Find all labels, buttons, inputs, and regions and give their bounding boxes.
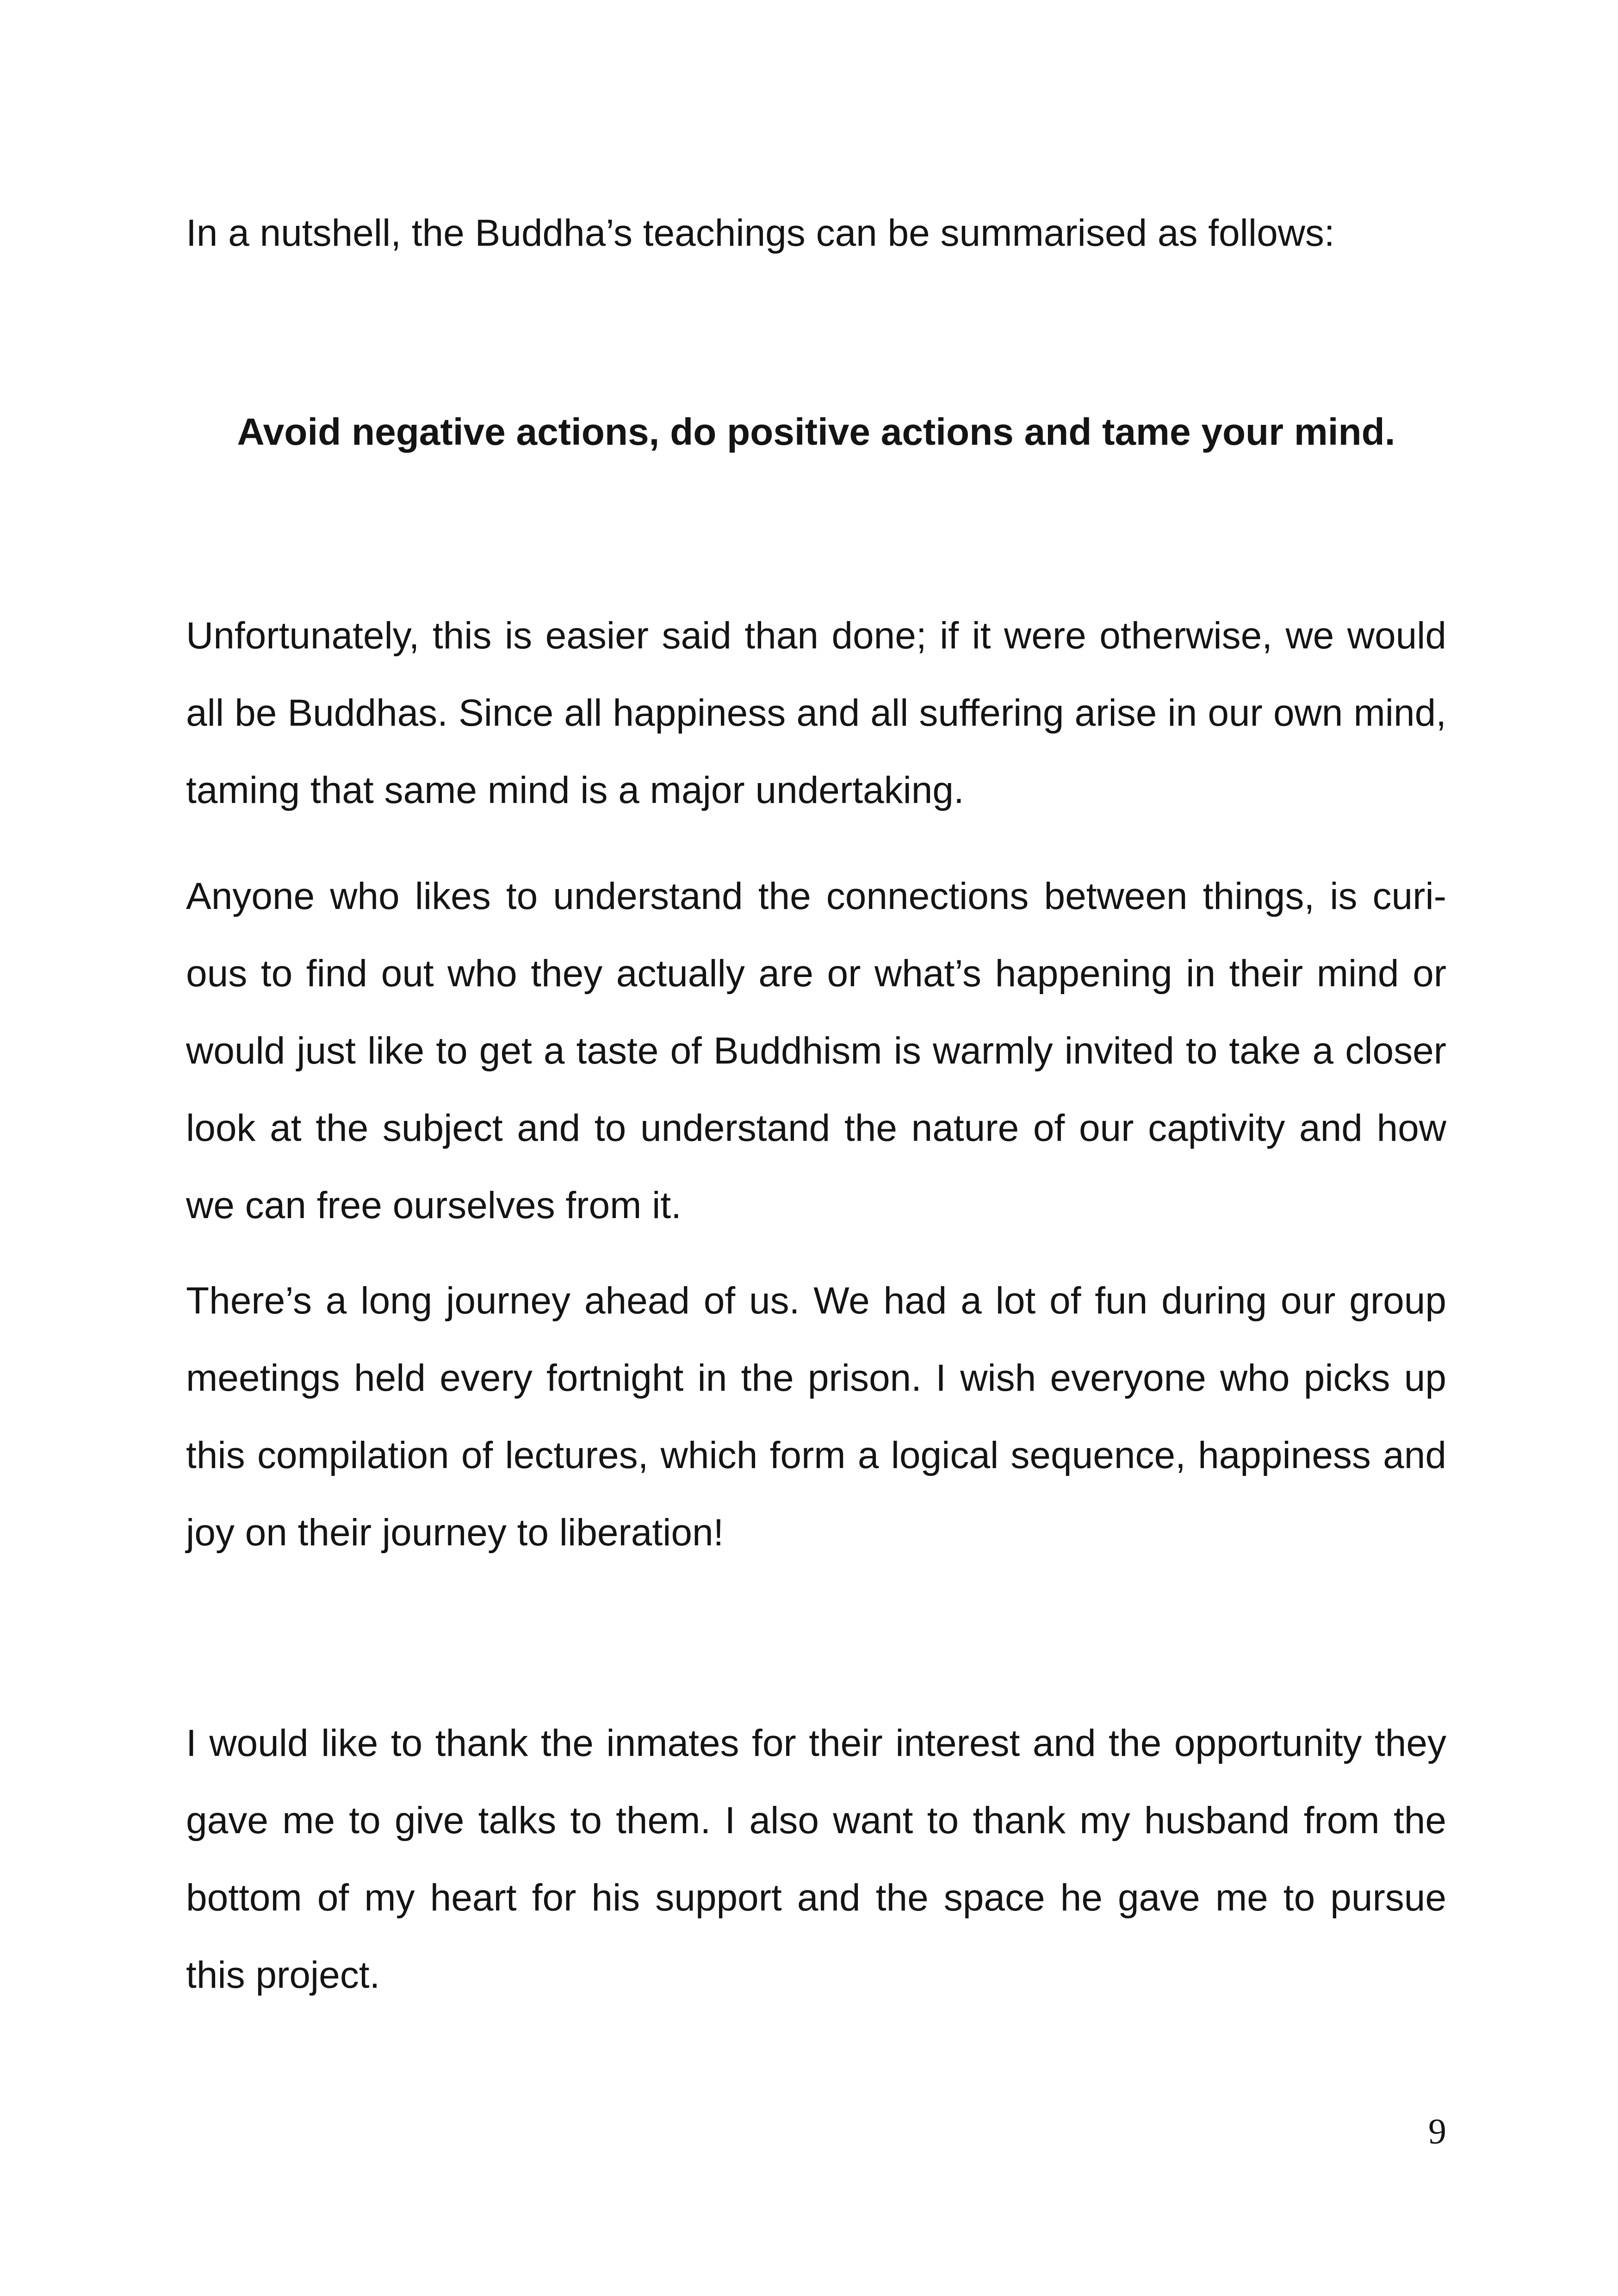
paragraph-unfortunately: Unfortunately, this is easier said than done; if it were otherwise, we would all be Buddhas. Since all happiness and all suffering arise in our own mind, taming that same mind is a major undertaking. xyxy=(186,615,1446,811)
page-number: 9 xyxy=(1428,2111,1446,2151)
paragraph-thanks: I would like to thank the inmates for their interest and the opportunity they gave me to give talks to them. I also want to thank my husband from the bottom of my heart for his support and the space he gave me to pursue this project. xyxy=(186,1722,1446,1996)
motto-heading: Avoid negative actions, do positive actions and tame your mind. xyxy=(237,411,1395,453)
intro-paragraph: In a nutshell, the Buddha’s teachings can be summarised as follows: xyxy=(186,212,1335,254)
paragraph-anyone: Anyone who likes to understand the connections between things, is curi-ous to find out who they actually are or what’s happening in their mind or would just like to get a taste of Buddhism is warmly invited to take a closer look at the subject and to understand the nature of our captivity and how we can free ourselves from it. xyxy=(186,875,1446,1226)
paragraph-journey: There’s a long journey ahead of us. We had a lot of fun during our group meetings held every fortnight in the prison. I wish everyone who picks up this compilation of lectures, which form a logical sequence, happiness and joy on their journey to liberation! xyxy=(186,1280,1446,1554)
